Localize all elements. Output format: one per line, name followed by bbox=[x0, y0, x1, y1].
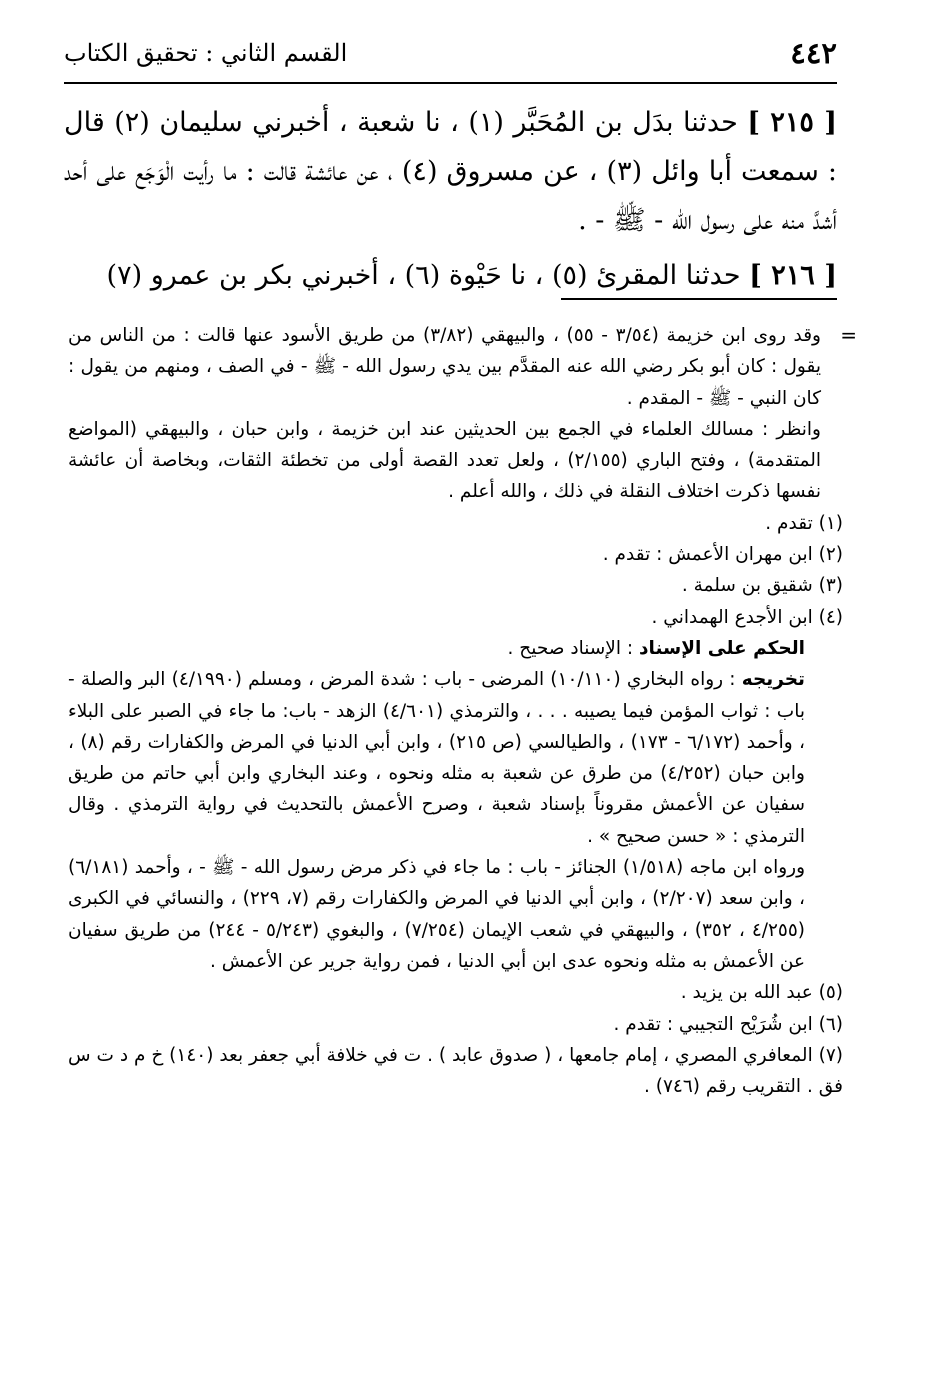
hadith-text: حدثنا بدَل بن المُحَبَّر (١) ، نا شعبة ، أخبرني سليمان (٢) قال : سمعت أبا وائل (٣) ، عن مسروق (٤) ، عن عائشة قالت : ما رأيت الْوَجَع على أحد أشدَّ منه على رسول الله - ﷺ - . bbox=[64, 107, 837, 236]
hadith-text: حدثنا المقرئ (٥) ، نا حَيْوة (٦) ، أخبرني بكر بن عمرو (٧) bbox=[106, 260, 741, 291]
footnote-5: (٥) عبد الله بن يزيد . bbox=[680, 982, 843, 1004]
hukm-label: الحكم على الإسناد bbox=[639, 637, 805, 659]
continuation-marker: = bbox=[840, 323, 857, 347]
footnote-3: (٣) شقيق بن سلمة . bbox=[681, 575, 843, 597]
footnote-1: (١) تقدم . bbox=[765, 512, 843, 534]
footnote-separator bbox=[561, 298, 837, 300]
takhrij-paragraph-2: ورواه ابن ماجه (١/٥١٨) الجنائز - باب : ما جاء في ذكر مرض رسول الله - ﷺ - ، وأحمد (٦/١٨١) ، وابن سعد (٢/٢٠٧) ، وابن أبي الدنيا في المرض والكفارات رقم (٧، ٢٢٩) ، والنسائي في الكبرى (٤/٢٥٥ ، ٣٥٢) ، والبيهقي في شعب الإيمان (٧/٢٥٤) ، والبغوي (٥/٢٤٣ - ٢٤٤) من طريق سفيان عن الأعمش به مثله ونحوه عدى ابن أبي الدنيا ، فمن رواية جرير عن الأعمش . bbox=[68, 857, 806, 972]
takhrij-label: تخريجه bbox=[741, 669, 806, 691]
footnotes bbox=[68, 320, 857, 1102]
footnote-2: (٢) ابن مهران الأعمش : تقدم . bbox=[602, 544, 843, 566]
hadith-215 bbox=[64, 98, 837, 245]
takhrij-text: : رواه البخاري (١٠/١١٠) المرضى - باب : شدة المرض ، ومسلم (٤/١٩٩٠) البر والصلة - باب : ثواب المؤمن فيما يصيبه . . . ، والترمذي (٤/٦٠١) الزهد - باب: ما جاء في الصبر على البلاء ، وأحمد (٦/١٧٢ - ١٧٣) ، والطيالسي (ص ٢١٥) ، وابن أبي الدنيا في المرض والكفارات رقم (٨) ، وابن حبان (٤/٢٥٢) من طرق عن شعبة به مثله ونحوه ، وعند البخاري وابن أبي حاتم من طريق سفيان عن الأعمش مقروناً بإسناد شعبة ، وصرح الأعمش بالتحديث في رواية الترمذي . وقال الترمذي : « حسن صحيح » . bbox=[68, 669, 805, 847]
hukm-text: : الإسناد صحيح . bbox=[507, 637, 634, 659]
takhrij-paragraph bbox=[68, 664, 843, 852]
page-header bbox=[64, 34, 837, 84]
footnote-6: (٦) ابن شُرَيْح التجيبي : تقدم . bbox=[613, 1013, 843, 1035]
hadith-number: [ ٢١٥ ] bbox=[747, 107, 837, 138]
hukm-paragraph bbox=[68, 633, 843, 664]
footnote-7: (٧) المعافري المصري ، إمام جامعها ، ( صدوق عابد ) . ت في خلافة أبي جعفر بعد (١٤٠) خ م د ت س فق . التقريب رقم (٧٤٦) . bbox=[68, 1044, 843, 1098]
continuation-paragraph: وقد روى ابن خزيمة (٣/٥٤ - ٥٥) ، والبيهقي (٣/٨٢) من طريق الأسود عنها قالت : من الناس من يقول : كان أبو بكر رضي الله عنه المقدَّم بين يدي رسول الله - ﷺ - في الصف ، ومنهم من يقول : كان النبي - ﷺ - المقدم . bbox=[68, 325, 821, 409]
page-number: ٤٤٢ bbox=[790, 36, 837, 70]
main-text bbox=[64, 98, 837, 306]
footnote-continuation bbox=[68, 414, 843, 508]
hadith-number: [ ٢١٦ ] bbox=[749, 260, 837, 291]
footnote-continuation bbox=[68, 320, 857, 414]
header-rule bbox=[64, 82, 837, 84]
running-title: القسم الثاني : تحقيق الكتاب bbox=[64, 39, 348, 67]
hadith-216 bbox=[64, 251, 837, 300]
continuation-paragraph: وانظر : مسالك العلماء في الجمع بين الحديثين عند ابن خزيمة ، وابن حبان ، والبيهقي (المواضع المتقدمة) ، وفتح الباري (٢/١٥٥) ، ولعل تعدد القصة أولى من تخطئة الثقات، وبخاصة أن عائشة نفسها ذكرت اختلاف النقلة في ذلك ، والله أعلم . bbox=[68, 418, 821, 503]
footnote-4: (٤) ابن الأجدع الهمداني . bbox=[651, 606, 843, 628]
